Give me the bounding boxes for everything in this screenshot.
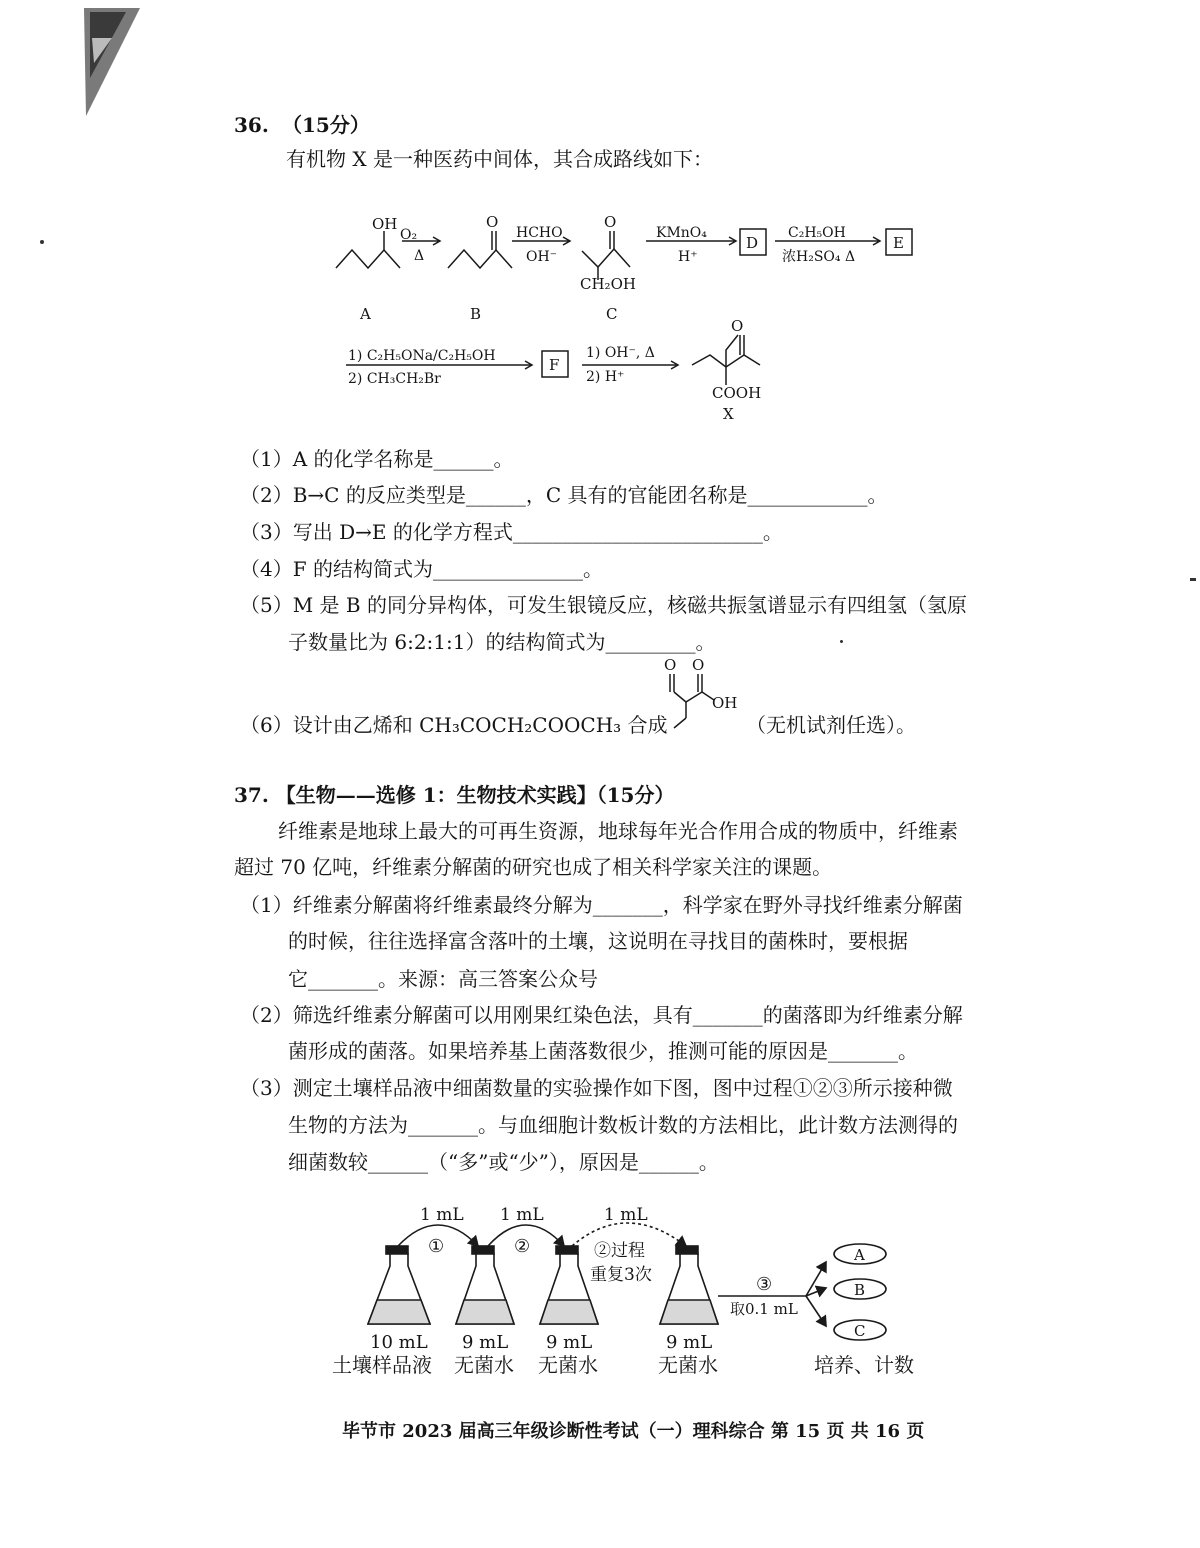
repeat-line-2: 重复3次: [590, 1265, 652, 1285]
target-oxygen-2: O: [692, 656, 705, 674]
flask-4-name: 无菌水: [658, 1353, 718, 1377]
a-oh-label: OH: [372, 215, 398, 233]
c-oxygen-label: O: [604, 213, 617, 231]
label-x: X: [723, 405, 734, 423]
q36-score: （15分）: [282, 113, 370, 137]
b-oxygen-label: O: [486, 213, 499, 231]
flask-1: [368, 1246, 430, 1324]
step-3-marker: ③: [756, 1274, 773, 1295]
scan-speck: [840, 640, 843, 643]
corner-binding-mark: [82, 8, 142, 118]
dilution-diagram: [326, 1196, 936, 1386]
q36-sub6-tail: （无机试剂任选）。: [746, 713, 916, 737]
flask-2-volume: 9 mL: [462, 1332, 509, 1353]
arrow5-condition: 2) CH₃CH₂Br: [348, 371, 441, 387]
label-c: C: [606, 305, 618, 323]
q36-sub6-text: （6）设计由乙烯和 CH₃COCH₂COOCH₃ 合成: [240, 713, 668, 737]
flask-2-name: 无菌水: [454, 1353, 514, 1377]
q36-sub2: （2）B→C 的反应类型是______，C 具有的官能团名称是____________。: [240, 483, 888, 507]
target-oxygen-1: O: [664, 656, 677, 674]
flask-3-name: 无菌水: [538, 1353, 598, 1377]
repeat-line-1: ②过程: [594, 1241, 645, 1261]
arrow6-condition: 2) H⁺: [586, 369, 625, 385]
arrow4-reagent: C₂H₅OH: [788, 225, 846, 241]
q36-sub3: （3）写出 D→E 的化学方程式_________________________。: [240, 520, 783, 544]
take-volume: 取0.1 mL: [730, 1300, 798, 1318]
flask-4-volume: 9 mL: [666, 1332, 713, 1353]
q37-intro-line1: 纤维素是地球上最大的可再生资源，地球每年光合作用合成的物质中，纤维素: [278, 819, 958, 843]
q37-sub3-line3: 细菌数较______（“多”或“少”），原因是______。: [288, 1150, 719, 1174]
box-e-label: E: [893, 234, 904, 252]
transfer-2-volume: 1 mL: [500, 1205, 544, 1225]
label-a: A: [360, 305, 371, 323]
q37-sub3-line2: 生物的方法为_______。与血细胞计数板计数的方法相比，此计数方法测得的: [288, 1113, 958, 1137]
flask-1-name: 土壤样品液: [332, 1353, 432, 1377]
arrow3-reagent: KMnO₄: [656, 225, 707, 241]
q37-sub1-line2: 的时候，往往选择富含落叶的土壤，这说明在寻找目的菌株时，要根据: [288, 929, 908, 953]
q37-sub3-line1: （3）测定土壤样品液中细菌数量的实验操作如下图，图中过程①②③所示接种微: [240, 1076, 953, 1100]
plate-b-label: B: [854, 1281, 866, 1299]
q37-sub2-line1: （2）筛选纤维素分解菌可以用刚果红染色法，具有_______的菌落即为纤维素分解: [240, 1003, 963, 1027]
flask-4: [660, 1246, 718, 1324]
q37-intro-line2: 超过 70 亿吨，纤维素分解菌的研究也成了相关科学家关注的课题。: [234, 855, 833, 879]
box-d-label: D: [746, 234, 759, 252]
target-molecule: [664, 656, 750, 736]
culture-count-label: 培养、计数: [814, 1353, 914, 1377]
flask-1-volume: 10 mL: [370, 1332, 428, 1353]
q37-sub1-line1: （1）纤维素分解菌将纤维素最终分解为_______，科学家在野外寻找纤维素分解菌: [240, 893, 963, 917]
plate-c-label: C: [854, 1322, 866, 1340]
flask-2: [456, 1246, 514, 1324]
page-footer: 毕节市 2023 届高三年级诊断性考试（一）理科综合 第 15 页 共 16 页: [342, 1421, 925, 1442]
q36-number: 36.: [234, 113, 269, 137]
q36-sub5-line1: （5）M 是 B 的同分异构体，可发生银镜反应，核磁共振氢谱显示有四组氢（氢原: [240, 593, 967, 617]
scan-speck: [40, 240, 44, 244]
q37-sub1-line3: 它_______。来源：高三答案公众号: [288, 967, 598, 991]
transfer-1-volume: 1 mL: [420, 1205, 464, 1225]
q37-sub2-line2: 菌形成的菌落。如果培养基上菌落数很少，推测可能的原因是_______。: [288, 1039, 918, 1063]
q36-sub4: （4）F 的结构简式为_______________。: [240, 557, 603, 581]
synthesis-scheme: [320, 205, 940, 430]
x-oxygen-label: O: [731, 317, 744, 335]
arrow3-condition: H⁺: [678, 249, 698, 265]
q36-intro: 有机物 X 是一种医药中间体，其合成路线如下：: [286, 147, 713, 171]
q37-title: 37. 【生物——选修 1：生物技术实践】（15分）: [234, 783, 675, 807]
scan-speck: [1190, 578, 1196, 581]
flask-3-volume: 9 mL: [546, 1332, 593, 1353]
flask-3: [540, 1246, 598, 1324]
step-1-marker: ①: [428, 1236, 445, 1257]
arrow1-reagent: O₂: [400, 227, 418, 243]
box-f-label: F: [549, 356, 560, 374]
arrow1-condition: Δ: [414, 248, 425, 264]
arrow5-reagent: 1) C₂H₅ONa/C₂H₅OH: [348, 348, 496, 364]
arrow4-condition: 浓H₂SO₄ Δ: [782, 249, 856, 265]
arrow6-reagent: 1) OH⁻, Δ: [586, 345, 655, 361]
plate-a-label: A: [854, 1246, 865, 1264]
c-ch2oh-label: CH₂OH: [580, 275, 636, 293]
q36-sub1: （1）A 的化学名称是______。: [240, 447, 514, 471]
x-cooh-label: COOH: [712, 384, 762, 402]
label-b: B: [470, 305, 482, 323]
step-2-marker: ②: [514, 1236, 531, 1257]
target-oh-label: OH: [712, 694, 738, 712]
arrow2-reagent: HCHO: [516, 225, 563, 241]
arrow2-condition: OH⁻: [526, 249, 558, 265]
q36-sub5-line2: 子数量比为 6:2:1:1）的结构简式为_________。: [288, 630, 716, 654]
transfer-3-volume: 1 mL: [604, 1205, 648, 1225]
